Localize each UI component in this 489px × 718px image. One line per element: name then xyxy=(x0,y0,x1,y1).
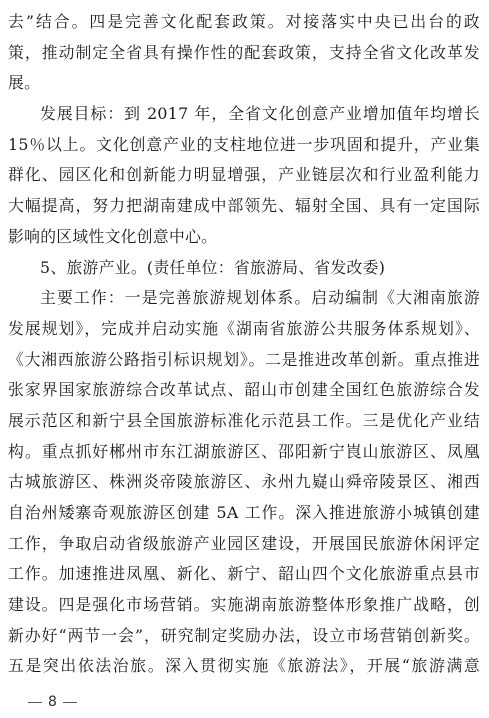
text-line: 发展目标：到 2017 年，全省文化创意产业增加值年均增长 xyxy=(40,104,480,124)
page-footer xyxy=(22,693,83,711)
text-line: 构。重点抓好郴州市东江湖旅游区、邵阳新宁崀山旅游区、凤凰 xyxy=(8,441,480,461)
document-body xyxy=(8,7,480,682)
text-line: 五是突出依法治旅。深入贯彻实施《旅游法》，开展“旅游满意 xyxy=(8,656,480,676)
text-line: 工作，争取启动省级旅游产业园区建设，开展国民旅游休闲评定 xyxy=(8,533,480,553)
text-line: 展示范区和新宁县全国旅游标准化示范县工作。三是优化产业结 xyxy=(8,410,480,430)
text-line: 古城旅游区、株洲炎帝陵旅游区、永州九嶷山舜帝陵景区、湘西 xyxy=(8,472,480,492)
text-line: 5、旅游产业。(责任单位：省旅游局、省发改委) xyxy=(40,257,386,277)
text-line: 主要工作：一是完善旅游规划体系。启动编制《大湘南旅游 xyxy=(40,288,480,308)
page-number: 8 xyxy=(48,694,57,710)
text-line: 群化、园区化和创新能力明显增强，产业链层次和行业盈利能力 xyxy=(8,165,480,185)
text-line: 影响的区域性文化创意中心。 xyxy=(8,226,218,246)
text-line: 策，推动制定全省具有操作性的配套政策，支持全省文化改革发 xyxy=(8,42,480,62)
text-line: 大幅提高，努力把湖南建成中部领先、辐射全国、具有一定国际 xyxy=(8,196,480,216)
text-line: 工作。加速推进凤凰、新化、新宁、韶山四个文化旅游重点县市 xyxy=(8,564,480,584)
text-line: 展。 xyxy=(8,73,41,93)
text-line: 发展规划》，完成并启动实施《湖南省旅游公共服务体系规划》、 xyxy=(8,318,480,338)
text-line: 自治州矮寨奇观旅游区创建 5A 工作。深入推进旅游小城镇创建 xyxy=(8,503,480,522)
text-line: 去”结合。四是完善文化配套政策。对接落实中央已出台的政 xyxy=(8,12,480,31)
footer-dash-left xyxy=(28,702,42,703)
text-line: 新办好“两节一会”，研究制定奖励办法，设立市场营销创新奖。 xyxy=(8,625,480,645)
text-line: 张家界国家旅游综合改革试点、韶山市创建全国红色旅游综合发 xyxy=(8,380,480,400)
text-line: 建设。四是强化市场营销。实施湖南旅游整体形象推广战略，创 xyxy=(8,595,480,615)
footer-dash-right xyxy=(63,702,77,703)
text-line: 15％以上。文化创意产业的支柱地位进一步巩固和提升，产业集 xyxy=(8,134,480,154)
text-line: 《大湘西旅游公路指引标识规划》。二是推进改革创新。重点推进 xyxy=(8,349,480,369)
